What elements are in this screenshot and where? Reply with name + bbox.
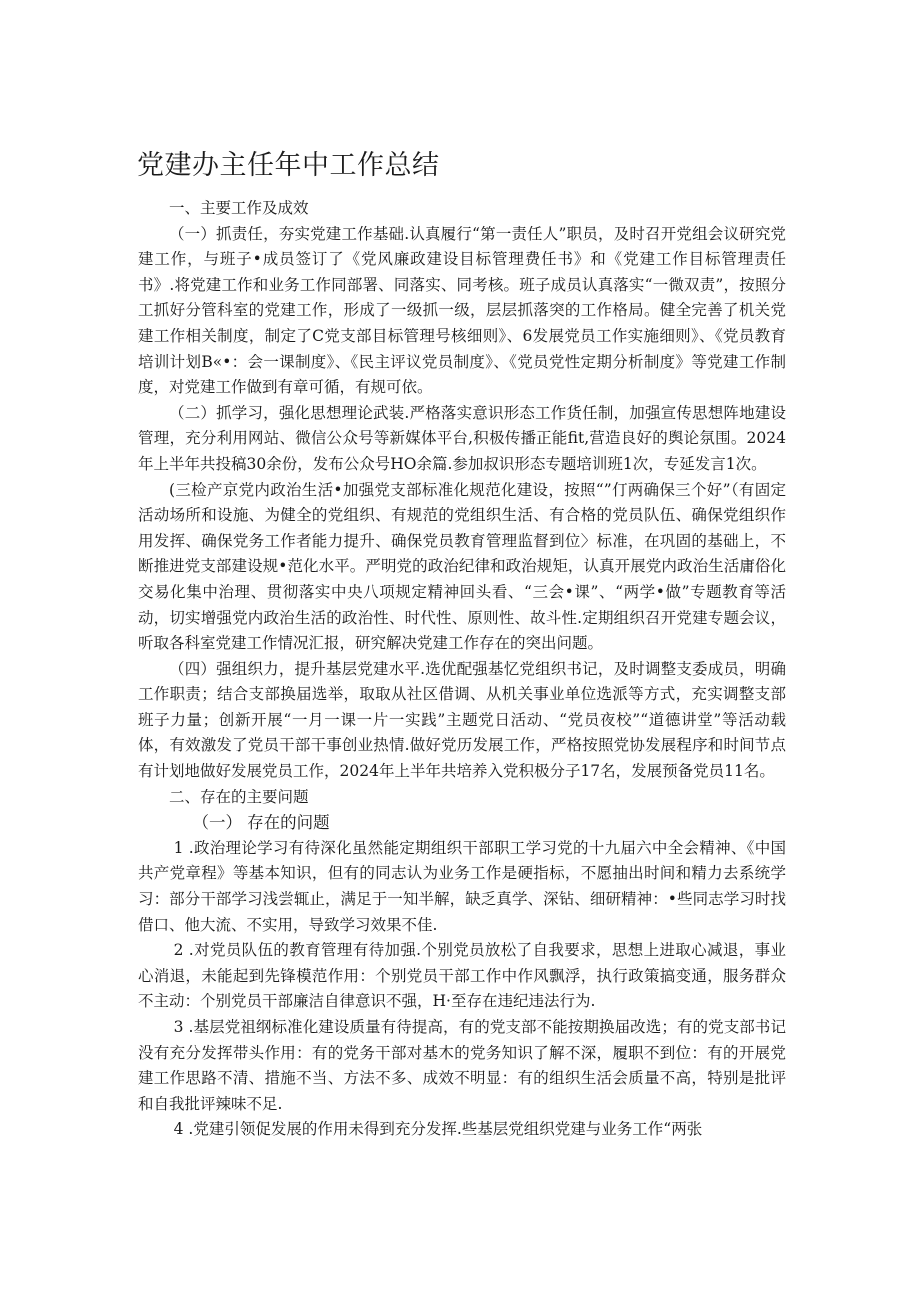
- section-heading-problems: 二、存在的主要问题: [169, 787, 309, 806]
- document-body: [138, 196, 786, 1143]
- section-heading-main-work: 一、主要工作及成效: [169, 199, 309, 217]
- problem-item-1: 1 .政治理论学习有待深化虽然能定期组织干部职工学习党的十九届六中全会精神、《中国共产党章程》等基本知识，但有的同志认为业务工作是硬指标，不愿抽出时间和精力去系统学习：部分干部学习浅尝辄止，满足于一知半解，缺乏真学、深钻、细研精神：•些同志学习时找借口、他大流、不实用，导致学习效果不佳.: [138, 838, 786, 934]
- paragraph-responsibility: （一）抓责任，夯实党建工作基础.认真履行“第一责任人”职员，及时召开党组会议研究党建工作，与班子•成员签订了《党风廉政建设目标管理费任书》和《党建工作目标管理责任书》.将党建工作和业务工作同部署、同落实、同考核。班子成员认真落实“一微双责”，按照分工抓好分管科室的党建工作，形成了一级抓一级，层层抓落突的工作格局。健全完善了机关党建工作相关制度，制定了C党支部目标管理号核细则》、6发展党员工作实施细则》、《党员教育培训计划B«•：会一课制度》、《民主评议党员制度》、《党员党性定期分析制度》等党建工作制度，对党建工作做到有章可循，有规可依。: [138, 224, 786, 397]
- paragraph-organization: （四）强组织力，提升基层党建水平.选优配强基忆党组织书记，及时调整支委成员，明确工作职责；结合支部换届选举，取取从社区借调、从机关事业单位选派等方式，充实调整支部班子力量；创新开展“一月一课一片一实践”主题党日活动、“党员夜校”“道德讲堂”等活动载体，有效激发了党员干部干事创业热情.做好党历发展工作，严格按照党协发展程序和时间节点有计划地做好发展党员工作，2024年上半年共培养入党积极分子17名，发展预备党员11名。: [138, 659, 786, 781]
- paragraph-political-life: (三检产京党内政治生活•加强党支部标准化规范化建设，按照“”仃两确保三个好”（有固定活动场所和设施、为健全的党组织、有规范的党组织生活、有合格的党员队伍、确保党组织作用发挥、确保党务工作者能力提升、确保党员教育管理监督到位〉标准，在巩固的基础上，不断推进党支部建设规•范化水平。严明党的政治纪律和政治规矩，认真开展党内政治生活庸俗化交易化集中治理、贯彻落实中央八项规定精神回头看、“三会•课”、“两学•做”专题教育等活动，切实增强党内政治生活的政治性、时代性、原则性、故斗性.定期组织召开党建专题会议，听取各科室党建工作情况汇报，研究解决党建工作存在的突出问题。: [138, 480, 786, 653]
- subsection-heading-problems: （一） 存在的问题: [192, 813, 330, 833]
- problem-item-2: 2 .对党员队伍的教育管理有待加强.个别党员放松了自我要求，思想上进取心减退，事业心消退，未能起到先锋模范作用：个别党员干部工作中作风飘浮，执行政策搞变通，服务群众不主动：个别党员干部廉洁自律意识不强，H·至存在违纪违法行为.: [138, 941, 786, 1011]
- problem-item-4: 4 .党建引领促发展的作用未得到充分发挥.些基层党组织党建与业务工作“两张: [173, 1120, 703, 1139]
- paragraph-study: （二）抓学习，强化思想理论武装.严格落实意识形态工作货任制，加强宣传思想阵地建设管理，充分利用网站、微信公众号等新媒体平台,积极传播正能fit,营造良好的舆论氛围。2024年上半年共投稿30余份，发布公众号HO余篇.参加叔识形态专题培训班1次，专延发言1次。: [138, 403, 786, 473]
- problem-item-3: 3 .基层党祖纲标准化建设质量有待提高，有的党支部不能按期换届改选；有的党支部书记没有充分发挥带头作用：有的党务干部对基木的党务知识了解不深，履职不到位：有的开展党建工作思路不清、措施不当、方法不多、成效不明显：有的组织生活会质量不高，特别是批评和自我批评辣味不足.: [138, 1018, 786, 1113]
- document-title: 党建办主任年中工作总结: [137, 150, 440, 181]
